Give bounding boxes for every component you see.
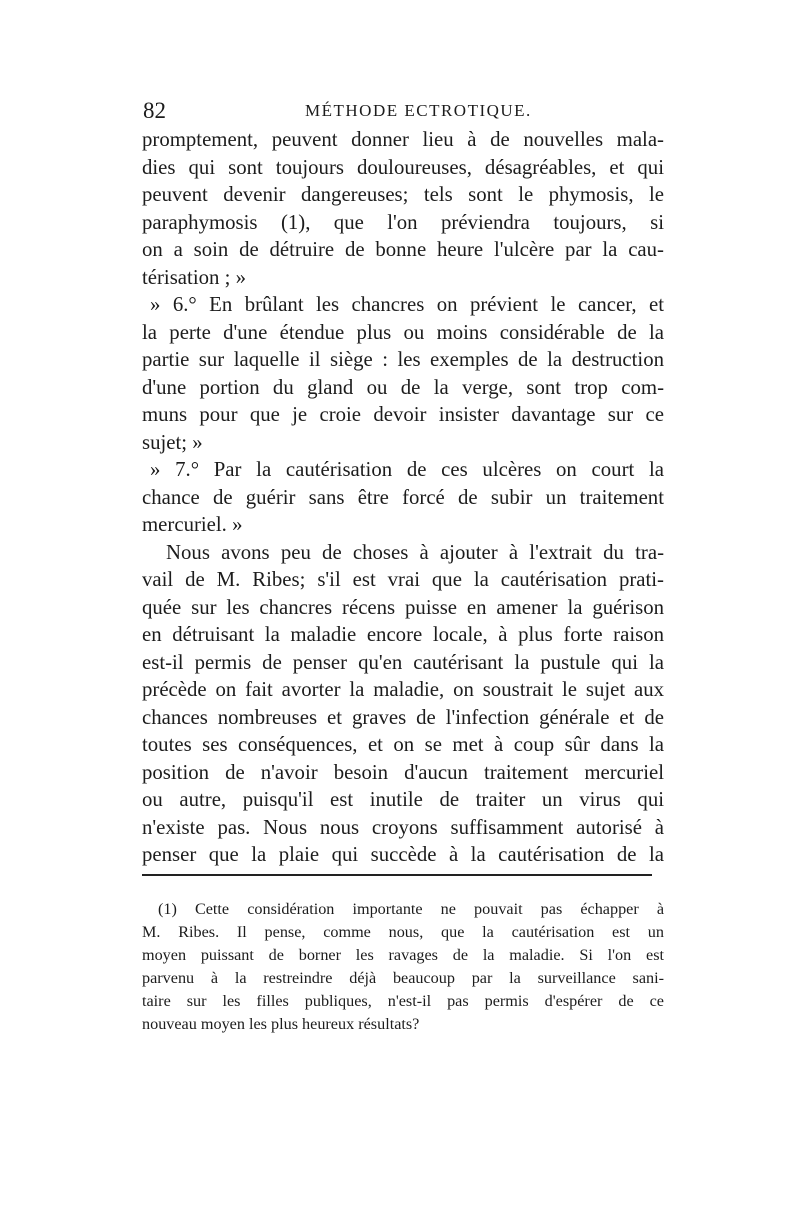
text-line: quée sur les chancres récens puisse en amener la guérison <box>142 595 664 619</box>
text-line: vail de M. Ribes; s'il est vrai que la cautérisation prati- <box>142 568 664 591</box>
text-line: mercuriel. » <box>142 513 243 536</box>
footnote-line: moyen puissant de borner les ravages de la maladie. Si l'on est <box>142 946 664 964</box>
footnote-line: parvenu à la restreindre déjà beaucoup par la surveillance sani- <box>142 969 664 987</box>
text-line: la perte d'une étendue plus ou moins considérable de la <box>142 320 664 344</box>
text-line: ou autre, puisqu'il est inutile de traiter un virus qui <box>142 788 664 811</box>
text-line: n'existe pas. Nous nous croyons suffisamment autorisé à <box>142 815 664 839</box>
text-line: toutes ses conséquences, et on se met à coup sûr dans la <box>142 733 664 756</box>
footnote-line: (1) Cette considération importante ne pouvait pas échapper à <box>158 900 664 918</box>
text-line: paraphymosis (1), que l'on préviendra toujours, si <box>142 210 664 234</box>
footnote-line: nouveau moyen les plus heureux résultats? <box>142 1015 420 1033</box>
footnote-line: M. Ribes. Il pense, comme nous, que la cautérisation est un <box>142 923 664 941</box>
text-line: on a soin de détruire de bonne heure l'ulcère par la cau- <box>142 238 664 261</box>
text-line: » 7.° Par la cautérisation de ces ulcères on court la <box>150 458 664 481</box>
footnote-rule <box>142 874 652 876</box>
running-title: MÉTHODE ECTROTIQUE. <box>305 101 532 120</box>
text-line: térisation ; » <box>142 265 246 289</box>
text-line: partie sur laquelle il siège : les exemples de la destruction <box>142 348 664 371</box>
text-line: penser que la plaie qui succède à la cautérisation de la <box>142 843 664 866</box>
text-line: chance de guérir sans être forcé de subir un traitement <box>142 485 664 509</box>
text-line: position de n'avoir besoin d'aucun traitement mercuriel <box>142 760 664 784</box>
text-line: » 6.° En brûlant les chancres on prévient le cancer, et <box>150 293 664 316</box>
text-line: en détruisant la maladie encore locale, à plus forte raison <box>142 623 664 646</box>
text-line: promptement, peuvent donner lieu à de nouvelles mala- <box>142 128 664 151</box>
page-number: 82 <box>143 98 166 123</box>
footnote <box>142 898 664 1036</box>
text-line: peuvent devenir dangereuses; tels sont le phymosis, le <box>142 183 664 206</box>
text-line: d'une portion du gland ou de la verge, sont trop com- <box>142 375 664 399</box>
text-line: dies qui sont toujours douloureuses, désagréables, et qui <box>142 155 664 179</box>
text-line: Nous avons peu de choses à ajouter à l'extrait du tra- <box>166 540 664 564</box>
running-head <box>143 96 663 126</box>
text-line: précède on fait avorter la maladie, on soustrait le sujet aux <box>142 678 664 701</box>
text-line: muns pour que je croie devoir insister davantage sur ce <box>142 403 664 426</box>
text-line: est-il permis de penser qu'en cautérisant la pustule qui la <box>142 650 664 674</box>
main-text <box>142 126 664 869</box>
text-line: sujet; » <box>142 430 203 454</box>
footnote-line: taire sur les filles publiques, n'est-il pas permis d'espérer de ce <box>142 992 664 1010</box>
text-line: chances nombreuses et graves de l'infection générale et de <box>142 705 664 729</box>
